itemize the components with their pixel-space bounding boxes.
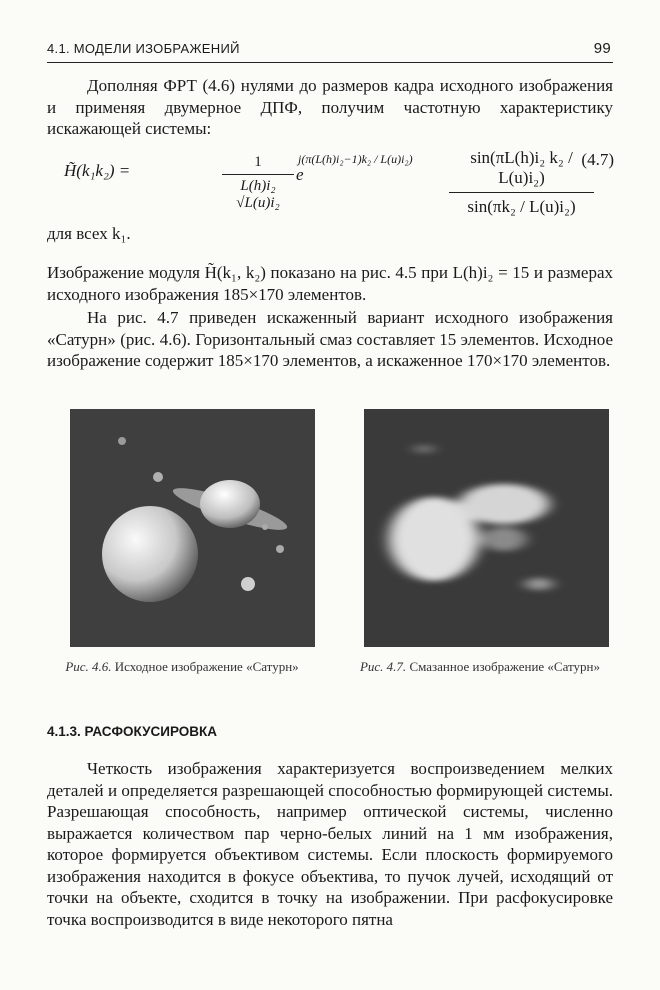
formula-4-7 [64, 140, 614, 215]
exp-base: e [296, 165, 304, 184]
paragraph-1: Дополняя ФРТ (4.6) нулями до размеров кадра исходного изображения и применяя двумерное ДПФ, получим частотную характеристику искажающей системы: [47, 76, 613, 138]
formula-lhs: H̃(k₁k₂) = [64, 161, 131, 180]
caption-text: Исходное изображение «Сатурн» [114, 659, 299, 674]
exponent: j(π(L(h)i₂−1)k₂ / L(u)i₂) [298, 152, 413, 166]
caption-text: Смазанное изображение «Сатурн» [409, 659, 601, 674]
paragraph-4: Четкость изображения характеризуется воспроизведением мелких деталей и определяется разрешающей способностью формирующей системы. Разрешающая способность, например оптической системы, численно выражается количеством пар черно-белых линий на 1 мм изображения, которое формируется объективом системы. Если плоскость формируемого изображения находится в фокусе объектива, то пучок лучей, исходящий от точки на объекте, сходится в точку на изображении. При расфокусировке точка воспроизводится в виде некоторого пятна [47, 759, 613, 929]
fraction-1-denominator: L(h)i₂ √L(u)i₂ [236, 178, 280, 211]
page-number: 99 [593, 40, 611, 57]
section-title: 4.1. МОДЕЛИ ИЗОБРАЖЕНИЙ [47, 41, 240, 56]
section-heading: 4.1.3. РАСФОКУСИРОВКА [47, 724, 218, 739]
fraction-2-denominator: sin(πk₂ / L(u)i₂) [467, 197, 576, 216]
running-header [47, 38, 613, 63]
caption-number: Рис. 4.7. [359, 659, 407, 674]
formula-fraction-2 [449, 148, 594, 217]
figure-saturn-blurred [364, 409, 609, 647]
fraction-1-numerator: 1 [254, 154, 262, 170]
for-all-line: для всех k₁. [47, 224, 131, 243]
fraction-2-numerator: sin(πL(h)i₂ k₂ / L(u)i₂) [470, 148, 573, 187]
equation-number: (4.7) [581, 150, 614, 169]
figure-saturn-original [70, 409, 315, 647]
caption-figure-4-6 [52, 656, 312, 677]
paragraph-3: На рис. 4.7 приведен искаженный вариант исходного изображения «Сатурн» (рис. 4.6). Горизонтальный смаз составляет 15 элементов. Исходное изображение содержит 185×170 элементов, а искаженное 170×170 элементов. [47, 308, 613, 370]
formula-fraction-1 [222, 154, 294, 212]
paragraph-2: Изображение модуля H̃(k₁, k₂) показано на рис. 4.5 при L(h)i₂ = 15 и размерах исходного изображения 185×170 элементов. [47, 263, 613, 304]
caption-figure-4-7 [350, 656, 610, 677]
caption-number: Рис. 4.6. [65, 659, 112, 674]
